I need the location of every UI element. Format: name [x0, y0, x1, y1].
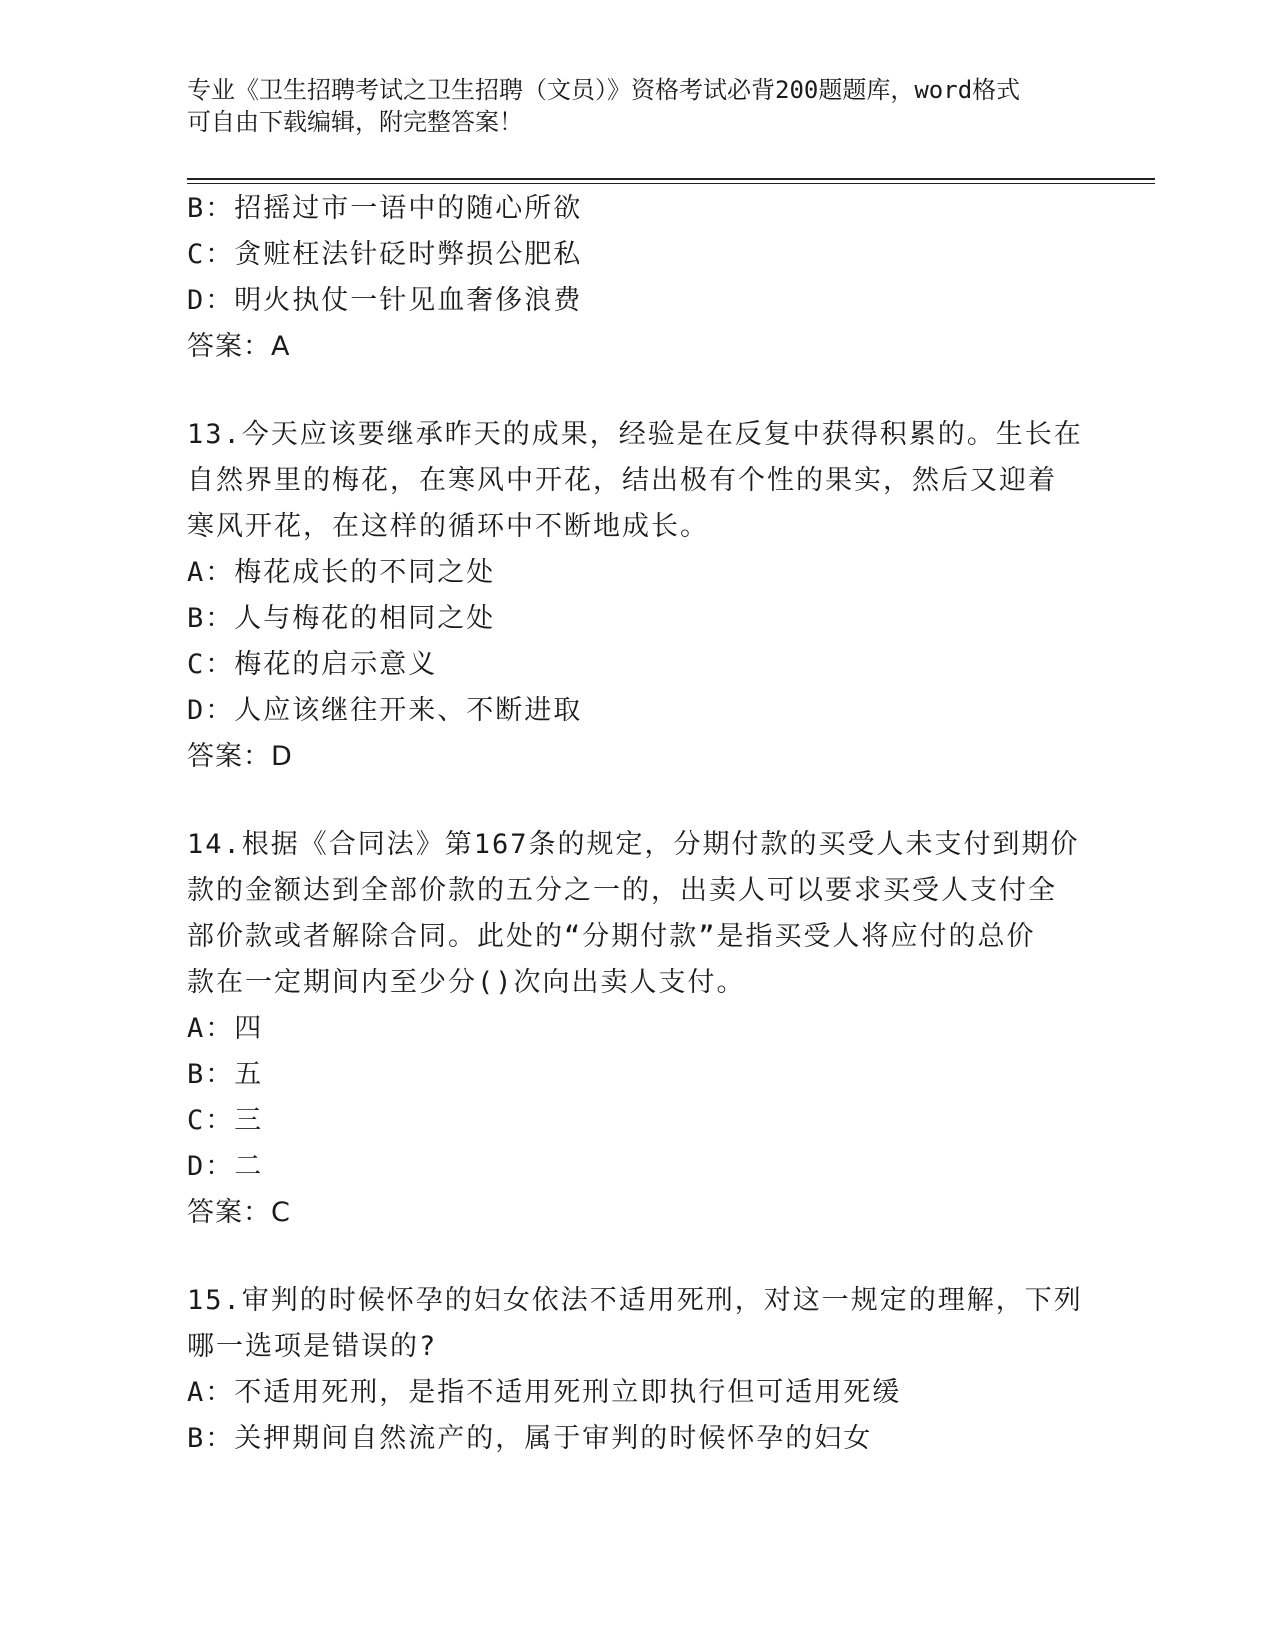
question-stem-line: 自然界里的梅花，在寒风中开花，结出极有个性的果实，然后又迎着: [187, 465, 1057, 496]
option-b: B：关押期间自然流产的，属于审判的时候怀孕的妇女: [187, 1423, 873, 1454]
header-rule-thick: [187, 178, 1155, 180]
question-stem-line: 15.审判的时候怀孕的妇女依法不适用死刑，对这一规定的理解，下列: [187, 1285, 1083, 1316]
question-stem-line: 13.今天应该要继承昨天的成果，经验是在反复中获得积累的。生长在: [187, 419, 1083, 450]
question-14: [187, 822, 1087, 1236]
question-stem-line: 款在一定期间内至少分()次向出卖人支付。: [187, 967, 746, 998]
question-stem-line: 14.根据《合同法》第167条的规定，分期付款的买受人未支付到期价: [187, 829, 1080, 860]
question-stem-line: 寒风开花，在这样的循环中不断地成长。: [187, 511, 709, 542]
option-c: C：梅花的启示意义: [187, 649, 438, 680]
question-13: [187, 412, 1087, 780]
question-stem-line: 款的金额达到全部价款的五分之一的，出卖人可以要求买受人支付全: [187, 875, 1057, 906]
answer-line: 答案：C: [187, 1197, 291, 1228]
option-a: A：四: [187, 1013, 264, 1044]
header-line-2: 可自由下载编辑，附完整答案！: [187, 108, 523, 136]
header-line-1: 专业《卫生招聘考试之卫生招聘（文员）》资格考试必背200题题库，word格式: [187, 76, 1021, 104]
question-stem-line: 部价款或者解除合同。此处的“分期付款”是指买受人将应付的总价: [187, 921, 1036, 952]
option-b: B：五: [187, 1059, 264, 1090]
option-c: C：贪赃枉法针砭时弊损公肥私: [187, 239, 583, 270]
option-c: C：三: [187, 1105, 264, 1136]
option-d: D：二: [187, 1151, 264, 1182]
option-b: B：招摇过市一语中的随心所欲: [187, 193, 583, 224]
header-rule-thin: [187, 183, 1155, 184]
option-a: A：不适用死刑，是指不适用死刑立即执行但可适用死缓: [187, 1377, 902, 1408]
document-header: [187, 74, 1087, 138]
option-b: B：人与梅花的相同之处: [187, 603, 496, 634]
question-previous: [187, 186, 1087, 370]
option-d: D：明火执仗一针见血奢侈浪费: [187, 285, 583, 316]
answer-line: 答案：D: [187, 741, 293, 772]
answer-line: 答案：A: [187, 331, 291, 362]
option-a: A：梅花成长的不同之处: [187, 557, 496, 588]
option-d: D：人应该继往开来、不断进取: [187, 695, 583, 726]
document-body: [187, 186, 1087, 1462]
question-stem-line: 哪一选项是错误的?: [187, 1331, 438, 1362]
question-15: [187, 1278, 1087, 1462]
